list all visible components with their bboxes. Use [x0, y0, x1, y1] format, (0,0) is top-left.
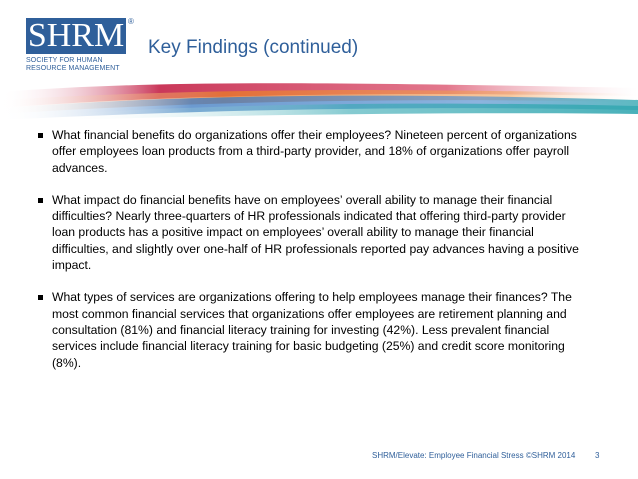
shrm-logo-mark: SHRM — [27, 17, 125, 54]
finding-text: What types of services are organizations offering to help employees manage their finances? The most common financial services that organizations offer employees are retirement planning and consultation (81%) and financial literacy training for investing (42%). Less prevalent financial services include financial literacy training for basic budgeting (25%) and credit score monitoring (8%). — [52, 290, 572, 370]
registered-mark: ® — [128, 17, 134, 26]
finding-text: What impact do financial benefits have on employees’ overall ability to manage their financial difficulties? Nearly three-quarters of HR professionals indicated that offering third-party provider loan products has a positive impact on employees’ overall ability to manage their financial difficulties, and slightly over one-half of HR professionals reported pay advances having a positive impact. — [52, 192, 579, 273]
bullet-square-icon — [38, 295, 43, 300]
bullet-square-icon — [38, 133, 43, 138]
shrm-logo-subtitle — [26, 57, 136, 73]
slide-title: Key Findings (continued) — [148, 37, 359, 58]
footer-source: SHRM/Elevate: Employee Financial Stress ©SHRM 2014 — [372, 451, 576, 460]
shrm-logo — [26, 18, 136, 84]
finding-bullet — [38, 289, 590, 370]
finding-text: What financial benefits do organizations offer their employees? Nineteen percent of organizations offer employees loan products from a third-party provider, and 18% of organizations offer payroll advances. — [52, 128, 577, 175]
shrm-logo-subtitle-line2: RESOURCE MANAGEMENT — [26, 65, 120, 72]
findings-list — [38, 127, 590, 387]
finding-bullet — [38, 127, 590, 176]
shrm-logo-subtitle-line1: SOCIETY FOR HUMAN — [26, 57, 103, 64]
bullet-square-icon — [38, 198, 43, 203]
page-number: 3 — [595, 451, 600, 460]
finding-bullet — [38, 192, 590, 273]
